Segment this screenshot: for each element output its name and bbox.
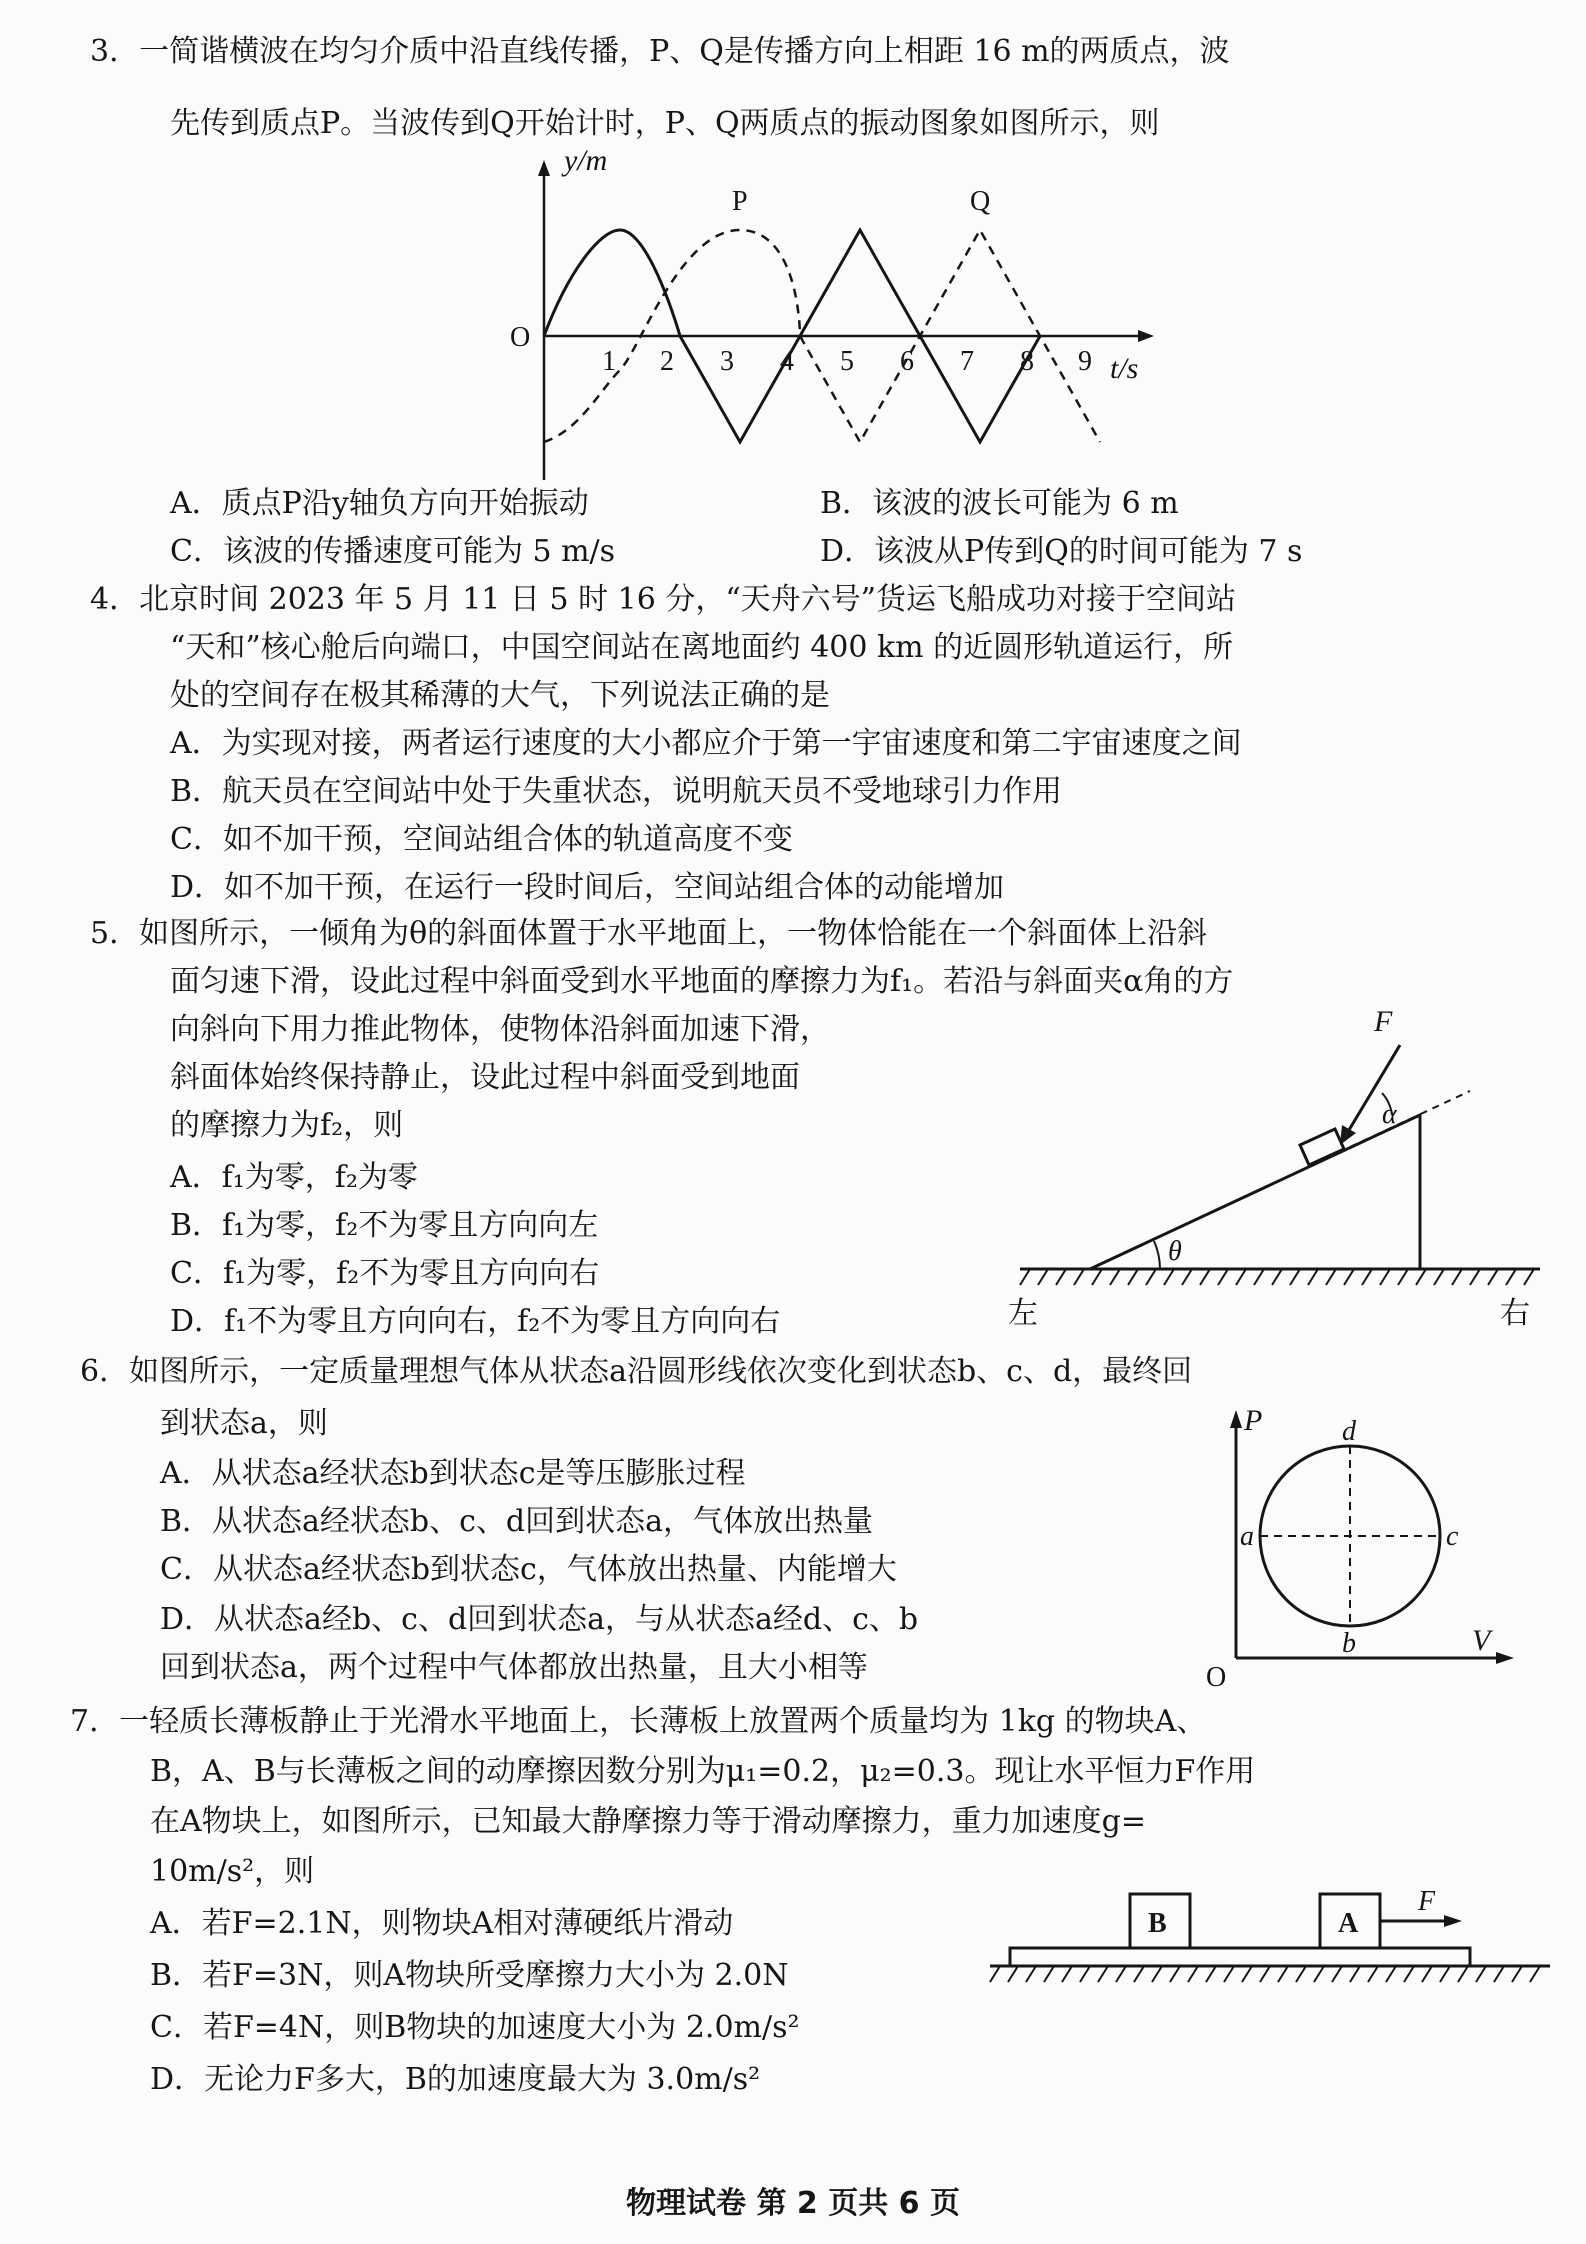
q3-option-a: A．质点P沿y轴负方向开始振动	[170, 486, 589, 521]
tick-6: 6	[900, 346, 914, 377]
q3-option-d: D．该波从P传到Q的时间可能为 7 s	[820, 534, 1303, 569]
q5-option-d: D．f₁不为零且方向向右，f₂不为零且方向向右	[170, 1304, 781, 1339]
v-axis-label: V	[1472, 1624, 1491, 1657]
q6-option-c: C．从状态a经状态b到状态c，气体放出热量、内能增大	[160, 1552, 897, 1587]
tick-8: 8	[1020, 346, 1034, 377]
tick-3: 3	[720, 346, 734, 377]
tick-5: 5	[840, 346, 854, 377]
q4-option-b: B．航天员在空间站中处于失重状态，说明航天员不受地球引力作用	[170, 774, 1063, 809]
q7-option-b: B．若F=3N，则A物块所受摩擦力大小为 2.0N	[150, 1958, 789, 1993]
q6-stem-line1: 6．如图所示，一定质量理想气体从状态a沿圆形线依次变化到状态b、c、d，最终回	[80, 1354, 1193, 1389]
state-b-label: b	[1342, 1628, 1356, 1659]
tick-4: 4	[780, 346, 794, 377]
state-c-label: c	[1446, 1521, 1459, 1552]
q4-option-a: A．为实现对接，两者运行速度的大小都应介于第一宇宙速度和第二宇宙速度之间	[170, 726, 1242, 761]
q7-force-label: F	[1418, 1886, 1436, 1917]
block-a-label: A	[1338, 1908, 1359, 1939]
q5-option-a: A．f₁为零，f₂为零	[170, 1160, 418, 1195]
q7-board-figure	[980, 1880, 1560, 2000]
block-b-label: B	[1148, 1908, 1167, 1939]
q3-option-c: C．该波的传播速度可能为 5 m/s	[170, 534, 616, 569]
right-label: 右	[1500, 1297, 1530, 1330]
q7-option-d: D．无论力F多大，B的加速度最大为 3.0m/s²	[150, 2062, 761, 2097]
q4-stem-line3: 处的空间存在极其稀薄的大气，下列说法正确的是	[170, 678, 830, 713]
y-axis-label: y/m	[564, 150, 608, 177]
q3-stem-line2: 先传到质点P。当波传到Q开始计时，P、Q两质点的振动图象如图所示，则	[170, 106, 1160, 141]
p-axis-label: P	[1244, 1404, 1263, 1437]
state-a-label: a	[1240, 1521, 1254, 1552]
tick-1: 1	[602, 346, 616, 377]
q6-pv-diagram	[1200, 1400, 1520, 1690]
q5-stem-line1: 5．如图所示，一倾角为θ的斜面体置于水平地面上，一物体恰能在一个斜面体上沿斜	[90, 916, 1208, 951]
q5-option-b: B．f₁为零，f₂不为零且方向向左	[170, 1208, 599, 1243]
q6-option-a: A．从状态a经状态b到状态c是等压膨胀过程	[160, 1456, 746, 1491]
q5-incline-figure	[1000, 995, 1560, 1335]
q7-stem-line3: 在A物块上，如图所示，已知最大静摩擦力等于滑动摩擦力，重力加速度g=	[150, 1804, 1147, 1839]
tick-9: 9	[1078, 346, 1092, 377]
left-label: 左	[1008, 1297, 1038, 1330]
q7-stem-line2: B，A、B与长薄板之间的动摩擦因数分别为μ₁=0.2，μ₂=0.3。现让水平恒力F作用	[150, 1754, 1256, 1789]
q7-option-c: C．若F=4N，则B物块的加速度大小为 2.0m/s²	[150, 2010, 800, 2045]
state-d-label: d	[1342, 1416, 1356, 1447]
origin-label: O	[510, 322, 531, 353]
tick-7: 7	[960, 346, 974, 377]
q3-stem-line1: 3．一简谐横波在均匀介质中沿直线传播，P、Q是传播方向上相距 16 m的两质点，波	[90, 34, 1230, 69]
alpha-label: α	[1382, 1099, 1397, 1130]
q5-stem-line2: 面匀速下滑，设此过程中斜面受到水平地面的摩擦力为f₁。若沿与斜面夹α角的方	[170, 964, 1234, 999]
q3-vibration-graph	[500, 150, 1160, 500]
t-axis-label: t/s	[1110, 352, 1139, 385]
q7-stem-line4: 10m/s²，则	[150, 1854, 315, 1889]
q4-option-d: D．如不加干预，在运行一段时间后，空间站组合体的动能增加	[170, 870, 1005, 905]
pv-origin-label: O	[1206, 1662, 1227, 1690]
q5-stem-line5: 的摩擦力为f₂，则	[170, 1108, 404, 1143]
tick-2: 2	[660, 346, 674, 377]
q5-option-c: C．f₁为零，f₂不为零且方向向右	[170, 1256, 600, 1291]
q7-stem-line1: 7．一轻质长薄板静止于光滑水平地面上，长薄板上放置两个质量均为 1kg 的物块A、	[70, 1704, 1207, 1739]
curve-label-p: P	[732, 186, 748, 217]
q4-stem-line2: “天和”核心舱后向端口，中国空间站在离地面约 400 km 的近圆形轨道运行，所	[170, 630, 1234, 665]
q5-stem-line3: 向斜向下用力推此物体，使物体沿斜面加速下滑，	[170, 1012, 830, 1047]
q6-option-b: B．从状态a经状态b、c、d回到状态a，气体放出热量	[160, 1504, 874, 1539]
q4-option-c: C．如不加干预，空间站组合体的轨道高度不变	[170, 822, 793, 857]
q3-option-b: B．该波的波长可能为 6 m	[820, 486, 1179, 521]
q6-stem-line2: 到状态a，则	[160, 1406, 328, 1441]
q5-stem-line4: 斜面体始终保持静止，设此过程中斜面受到地面	[170, 1060, 800, 1095]
curve-label-q: Q	[970, 186, 991, 217]
force-label: F	[1374, 1005, 1393, 1038]
q4-stem-line1: 4．北京时间 2023 年 5 月 11 日 5 时 16 分，“天舟六号”货运飞船成功对接于空间站	[90, 582, 1236, 617]
thin-board	[1010, 1948, 1470, 1966]
q6-option-d-line2: 回到状态a，两个过程中气体都放出热量，且大小相等	[160, 1650, 868, 1685]
q6-option-d-line1: D．从状态a经b、c、d回到状态a，与从状态a经d、c、b	[160, 1602, 919, 1637]
q7-option-a: A．若F=2.1N，则物块A相对薄硬纸片滑动	[150, 1906, 734, 1941]
theta-label: θ	[1168, 1236, 1182, 1267]
page-footer: 物理试卷 第 2 页共 6 页	[626, 2186, 960, 2221]
